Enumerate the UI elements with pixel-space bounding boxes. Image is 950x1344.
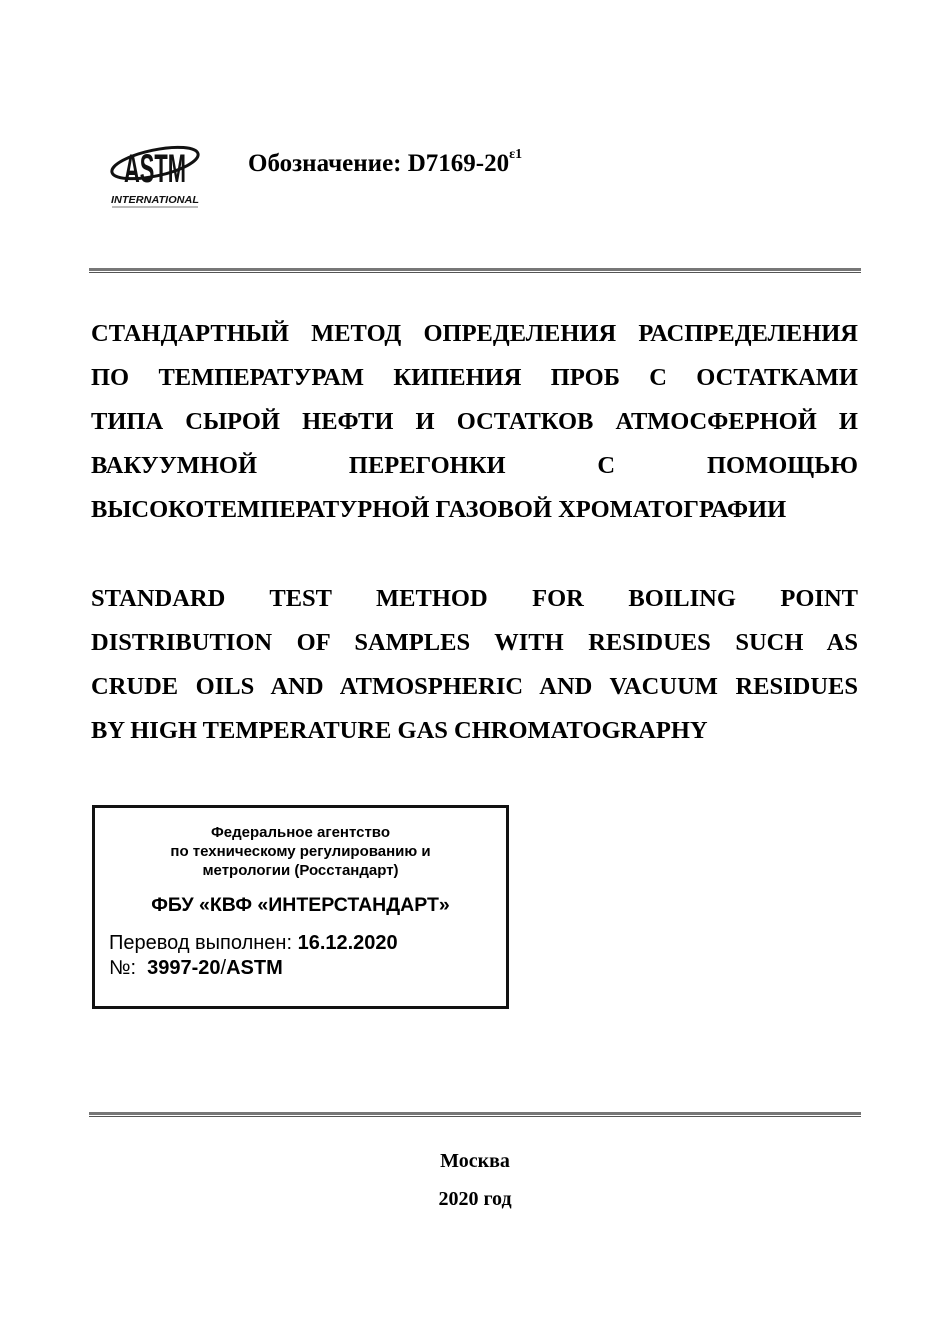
city: Москва [440, 1150, 510, 1172]
agency-line: Федеральное агентство [210, 824, 390, 841]
agency-name [95, 823, 506, 880]
year: 2020 год [438, 1188, 512, 1210]
translation-date: 16.12.2020 [297, 932, 398, 954]
title-en-line: BY HIGH TEMPERATURE GAS CHROMATOGRAPHY [91, 717, 708, 744]
number-suffix: ASTM [226, 957, 283, 979]
designation-text: Обозначение: D7169-20 [248, 150, 510, 177]
title-ru-line: ПО ТЕМПЕРАТУРАМ КИПЕНИЯ ПРОБ С ОСТАТКАМИ [91, 364, 858, 391]
title-ru-line: ВАКУУМНОЙ ПЕРЕГОНКИ С ПОМОЩЬЮ [91, 452, 858, 479]
svg-text:INTERNATIONAL: INTERNATIONAL [111, 195, 199, 206]
number-value: 3997-20 [147, 957, 221, 979]
translation-stamp [92, 805, 509, 1009]
svg-text:ASTM: ASTM [124, 147, 186, 191]
title-en-line: STANDARD TEST METHOD FOR BOILING POINT [91, 585, 858, 612]
title-ru-line: ВЫСОКОТЕМПЕРАТУРНОЙ ГАЗОВОЙ ХРОМАТОГРАФИИ [91, 496, 787, 523]
document-designation [248, 146, 523, 178]
title-en-line: DISTRIBUTION OF SAMPLES WITH RESIDUES SUCH AS [91, 629, 858, 656]
designation-superscript: ε1 [509, 146, 523, 162]
number-separator: / [220, 957, 227, 979]
title-english [91, 577, 858, 753]
title-ru-line: СТАНДАРТНЫЙ МЕТОД ОПРЕДЕЛЕНИЯ РАСПРЕДЕЛЕНИЯ [91, 320, 858, 347]
top-divider [89, 268, 861, 274]
bottom-divider [89, 1112, 861, 1118]
number-label: №: [109, 957, 148, 979]
title-russian [91, 312, 858, 532]
agency-line: метрологии (Росстандарт) [202, 862, 399, 879]
agency-line: по техническому регулированию и [170, 843, 431, 860]
title-ru-line: ТИПА СЫРОЙ НЕФТИ И ОСТАТКОВ АТМОСФЕРНОЙ И [91, 408, 858, 435]
translation-label: Перевод выполнен: [109, 932, 298, 954]
title-en-line: CRUDE OILS AND ATMOSPHERIC AND VACUUM RESIDUES [91, 673, 858, 700]
astm-logo [108, 130, 203, 210]
translation-info [109, 931, 506, 981]
organization-name: ФБУ «КВФ «ИНТЕРСТАНДАРТ» [151, 894, 450, 916]
